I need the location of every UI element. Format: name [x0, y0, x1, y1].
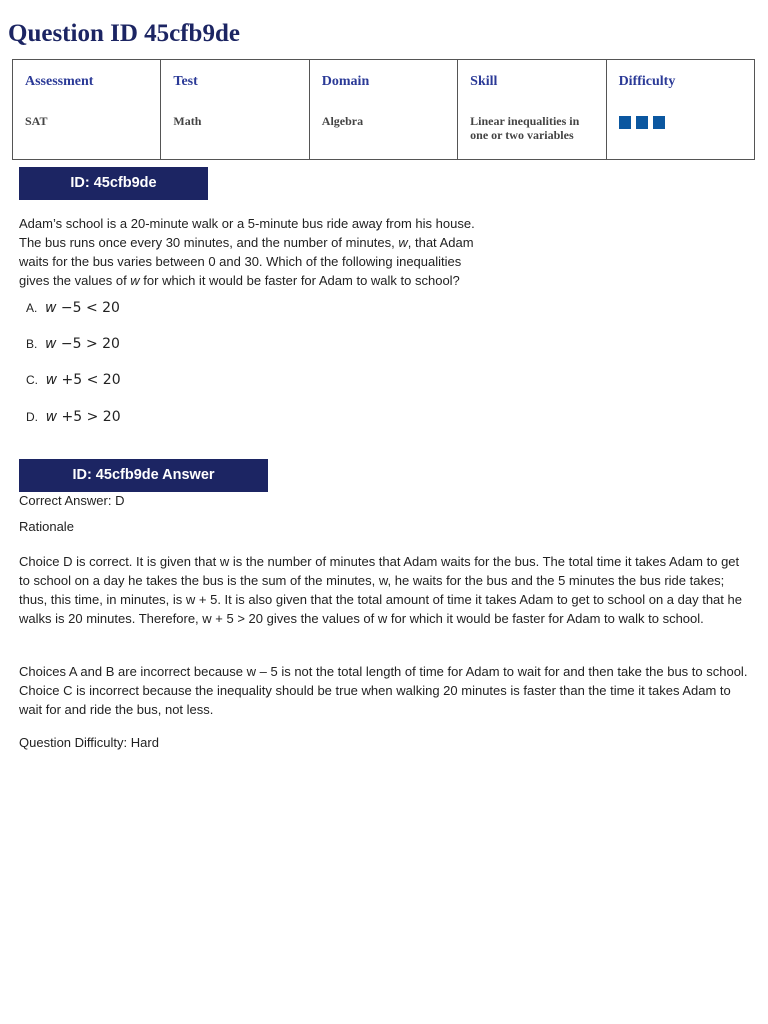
assessment-cell	[13, 60, 161, 160]
test-value: Math	[173, 114, 202, 128]
assessment-header: Assessment	[25, 74, 94, 89]
choice-b-letter: B.	[26, 337, 38, 351]
test-cell	[161, 60, 309, 160]
question-line-2: The bus runs once every 30 minutes, and the number of minutes,	[19, 235, 399, 250]
choice-d-letter: D.	[26, 410, 38, 424]
difficulty-header: Difficulty	[618, 74, 676, 89]
choice-a[interactable]	[26, 300, 120, 316]
rationale-paragraph-2: Choices A and B are incorrect because w – 5 is not the total length of time for Adam to wait for and then take the bus to school. Choice C is incorrect because the inequality should be true when walking 20 minutes is faster than the time it takes Adam to wait for and ride the bus, not less.	[19, 664, 748, 717]
choice-d[interactable]	[26, 409, 121, 425]
skill-header: Skill	[470, 74, 498, 89]
rationale-label: Rationale	[19, 519, 74, 534]
question-line-2-end: , that Adam	[407, 235, 474, 250]
question-difficulty: Question Difficulty: Hard	[19, 735, 159, 750]
choice-c-expr: +5 < 20	[61, 372, 121, 388]
skill-cell	[458, 60, 606, 160]
difficulty-bar-3	[653, 116, 665, 129]
choice-d-expr: +5 > 20	[61, 409, 121, 425]
question-var-w-2: w	[130, 273, 140, 288]
question-line-1: Adam’s school is a 20-minute walk or a 5-minute bus ride away from his house.	[19, 216, 475, 231]
assessment-value: SAT	[25, 114, 48, 128]
question-line-4-end: for which it would be faster for Adam to walk to school?	[139, 273, 460, 288]
choice-c-var: w	[45, 372, 58, 388]
question-id-banner: ID: 45cfb9de	[19, 167, 208, 200]
choice-b[interactable]	[26, 336, 120, 352]
difficulty-bar-2	[636, 116, 648, 129]
skill-value: Linear inequalities in one or two variables	[470, 114, 580, 142]
correct-answer: Correct Answer: D	[19, 493, 125, 508]
domain-value: Algebra	[321, 114, 364, 128]
choice-a-letter: A.	[26, 301, 38, 315]
difficulty-indicator	[619, 116, 742, 130]
question-metadata-table	[12, 59, 755, 160]
question-line-3: waits for the bus varies between 0 and 30. Which of the following inequalities	[19, 254, 462, 269]
choice-c-letter: C.	[26, 373, 38, 387]
difficulty-cell	[606, 60, 754, 160]
choice-b-var: w	[44, 336, 57, 352]
rationale-paragraph-1: Choice D is correct. It is given that w is the number of minutes that Adam waits for the bus. The total time it takes Adam to get to school on a day he takes the bus is the sum of the minutes, w, he waits for the bus and the 5 minutes the bus ride takes; thus, this time, in minutes, is w + 5. It is also given that the total amount of time it takes Adam to get to school on a day that he walks is 20 minutes. Therefore, w + 5 > 20 gives the values of w for which it would be faster for Adam to walk to school.	[19, 554, 742, 626]
choice-a-var: w	[44, 300, 57, 316]
domain-header: Domain	[321, 74, 370, 89]
choice-c[interactable]	[26, 372, 121, 388]
difficulty-bar-1	[619, 116, 631, 129]
question-var-w-1: w	[398, 235, 408, 250]
choice-a-expr: −5 < 20	[60, 300, 120, 316]
test-header: Test	[173, 74, 198, 89]
choice-b-expr: −5 > 20	[60, 336, 120, 352]
question-text	[19, 214, 759, 290]
choice-d-var: w	[45, 409, 58, 425]
domain-cell	[309, 60, 457, 160]
answer-id-banner: ID: 45cfb9de Answer	[19, 459, 268, 492]
page-title: Question ID 45cfb9de	[8, 20, 240, 47]
question-line-4: gives the values of	[19, 273, 131, 288]
